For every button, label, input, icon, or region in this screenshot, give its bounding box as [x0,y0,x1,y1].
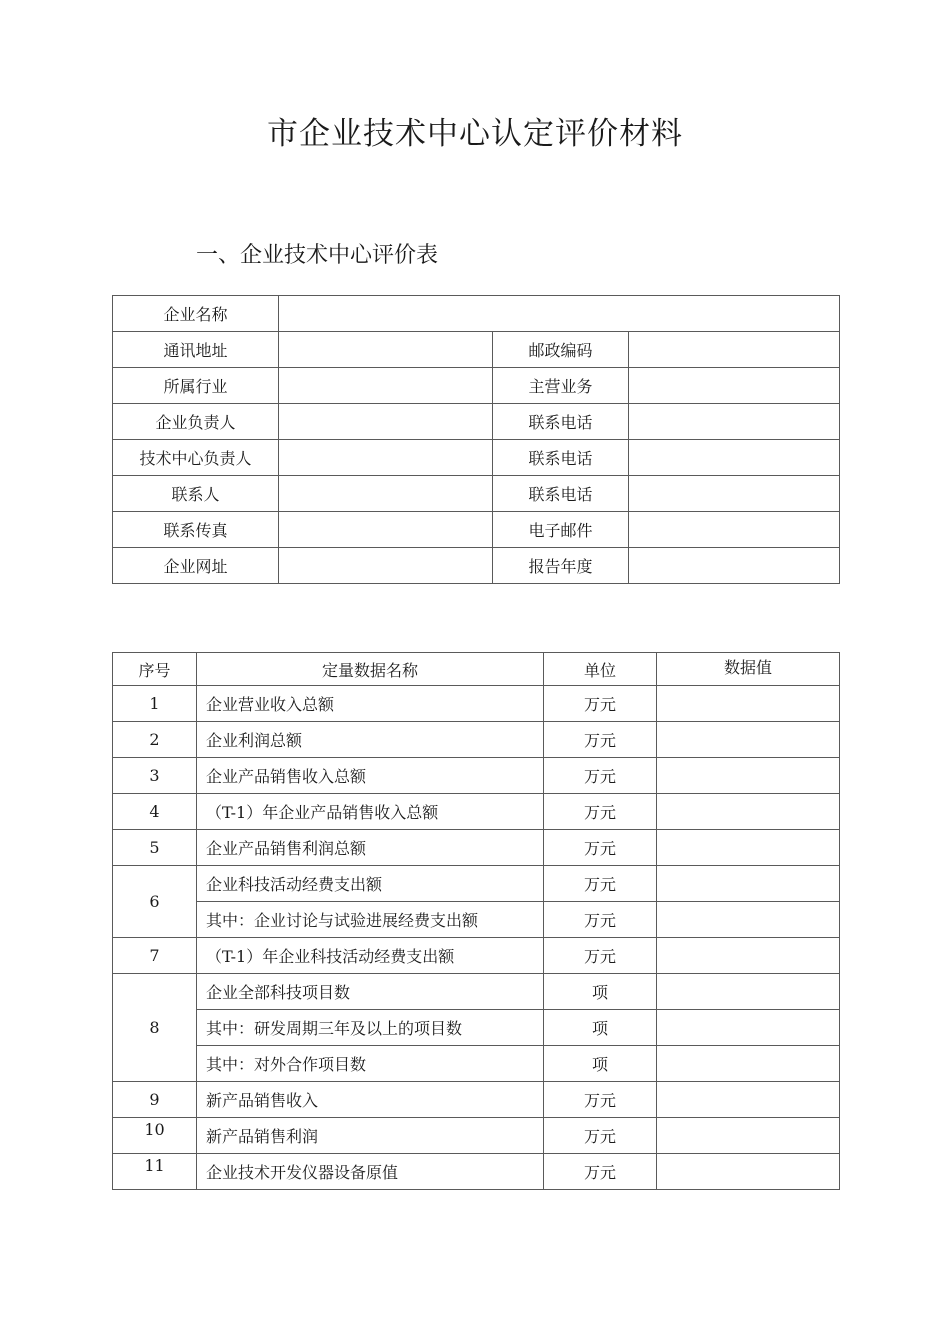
row-name: 企业营业收入总额 [197,686,544,722]
info-right-value[interactable] [629,440,840,476]
row-name: （T-1）年企业产品销售收入总额 [197,794,544,830]
row-value-cell[interactable] [657,1046,840,1082]
info-left-label: 联系传真 [113,512,279,548]
info-left-value[interactable] [279,476,493,512]
row-name: （T-1）年企业科技活动经费支出额 [197,938,544,974]
row-seq: 10 [113,1118,197,1154]
enterprise-name-label: 企业名称 [113,296,279,332]
row-value-cell[interactable] [657,938,840,974]
row-value-cell[interactable] [657,830,840,866]
table-row [113,794,840,830]
table-row [113,902,840,938]
row-name: 企业技术开发仪器设备原值 [197,1154,544,1190]
row-unit: 项 [544,974,657,1010]
row-name: 其中：对外合作项目数 [197,1046,544,1082]
row-value-cell[interactable] [657,866,840,902]
row-unit: 项 [544,1046,657,1082]
row-seq: 9 [113,1082,197,1118]
row-seq: 1 [113,686,197,722]
info-left-value[interactable] [279,332,493,368]
header-seq: 序号 [113,653,197,686]
row-name: 新产品销售收入 [197,1082,544,1118]
row-seq: 2 [113,722,197,758]
row-seq: 5 [113,830,197,866]
row-name: 企业利润总额 [197,722,544,758]
table-row [113,1010,840,1046]
row-value-cell[interactable] [657,1010,840,1046]
info-right-value[interactable] [629,548,840,584]
row-unit: 万元 [544,1082,657,1118]
info-row [113,368,840,404]
enterprise-name-value[interactable] [279,296,840,332]
row-value-cell[interactable] [657,758,840,794]
table-row [113,1082,840,1118]
quantitative-data-table [112,652,840,1190]
row-value-cell[interactable] [657,686,840,722]
info-left-label: 所属行业 [113,368,279,404]
info-left-label: 企业网址 [113,548,279,584]
row-seq: 4 [113,794,197,830]
row-unit: 万元 [544,1154,657,1190]
table-row [113,974,840,1010]
info-right-label: 联系电话 [493,404,629,440]
info-right-value[interactable] [629,476,840,512]
info-left-value[interactable] [279,368,493,404]
row-seq: 6 [113,866,197,938]
info-left-label: 技术中心负责人 [113,440,279,476]
row-name: 其中：企业讨论与试验进展经费支出额 [197,902,544,938]
info-right-label: 联系电话 [493,440,629,476]
info-row [113,512,840,548]
table-row [113,938,840,974]
table-row [113,1118,840,1154]
row-seq: 11 [113,1154,197,1190]
table-row [113,722,840,758]
table-row [113,686,840,722]
info-right-label: 电子邮件 [493,512,629,548]
row-unit: 万元 [544,938,657,974]
row-name: 企业产品销售收入总额 [197,758,544,794]
info-left-label: 联系人 [113,476,279,512]
info-right-label: 联系电话 [493,476,629,512]
section-title: 一、企业技术中心评价表 [196,243,439,268]
info-right-value[interactable] [629,368,840,404]
info-left-value[interactable] [279,512,493,548]
info-row [113,548,840,584]
header-name: 定量数据名称 [197,653,544,686]
row-unit: 万元 [544,830,657,866]
table-row [113,758,840,794]
table-row [113,1046,840,1082]
info-left-value[interactable] [279,440,493,476]
row-value-cell[interactable] [657,1082,840,1118]
row-value-cell[interactable] [657,974,840,1010]
row-value-cell[interactable] [657,902,840,938]
row-unit: 万元 [544,1118,657,1154]
info-right-value[interactable] [629,404,840,440]
info-right-label: 主营业务 [493,368,629,404]
row-unit: 万元 [544,722,657,758]
info-right-label: 报告年度 [493,548,629,584]
row-seq: 8 [113,974,197,1082]
info-row [113,440,840,476]
table-row [113,1154,840,1190]
row-name: 新产品销售利润 [197,1118,544,1154]
header-unit: 单位 [544,653,657,686]
row-unit: 项 [544,1010,657,1046]
info-right-value[interactable] [629,332,840,368]
row-name: 其中：研发周期三年及以上的项目数 [197,1010,544,1046]
row-value-cell[interactable] [657,1154,840,1190]
document-title: 市企业技术中心认定评价材料 [267,116,683,152]
row-seq: 3 [113,758,197,794]
row-unit: 万元 [544,866,657,902]
info-left-value[interactable] [279,548,493,584]
header-value: 数据值 [657,653,840,686]
row-unit: 万元 [544,686,657,722]
info-row [113,332,840,368]
info-left-label: 企业负责人 [113,404,279,440]
row-value-cell[interactable] [657,794,840,830]
header-row [113,653,840,686]
info-row [113,476,840,512]
row-unit: 万元 [544,794,657,830]
row-value-cell[interactable] [657,722,840,758]
row-name: 企业产品销售利润总额 [197,830,544,866]
row-unit: 万元 [544,902,657,938]
row-seq: 7 [113,938,197,974]
info-row [113,296,840,332]
enterprise-info-table [112,295,840,584]
info-right-value[interactable] [629,512,840,548]
table-row [113,866,840,902]
info-right-label: 邮政编码 [493,332,629,368]
info-left-value[interactable] [279,404,493,440]
row-value-cell[interactable] [657,1118,840,1154]
info-left-label: 通讯地址 [113,332,279,368]
row-name: 企业全部科技项目数 [197,974,544,1010]
row-name: 企业科技活动经费支出额 [197,866,544,902]
row-unit: 万元 [544,758,657,794]
table-row [113,830,840,866]
info-row [113,404,840,440]
